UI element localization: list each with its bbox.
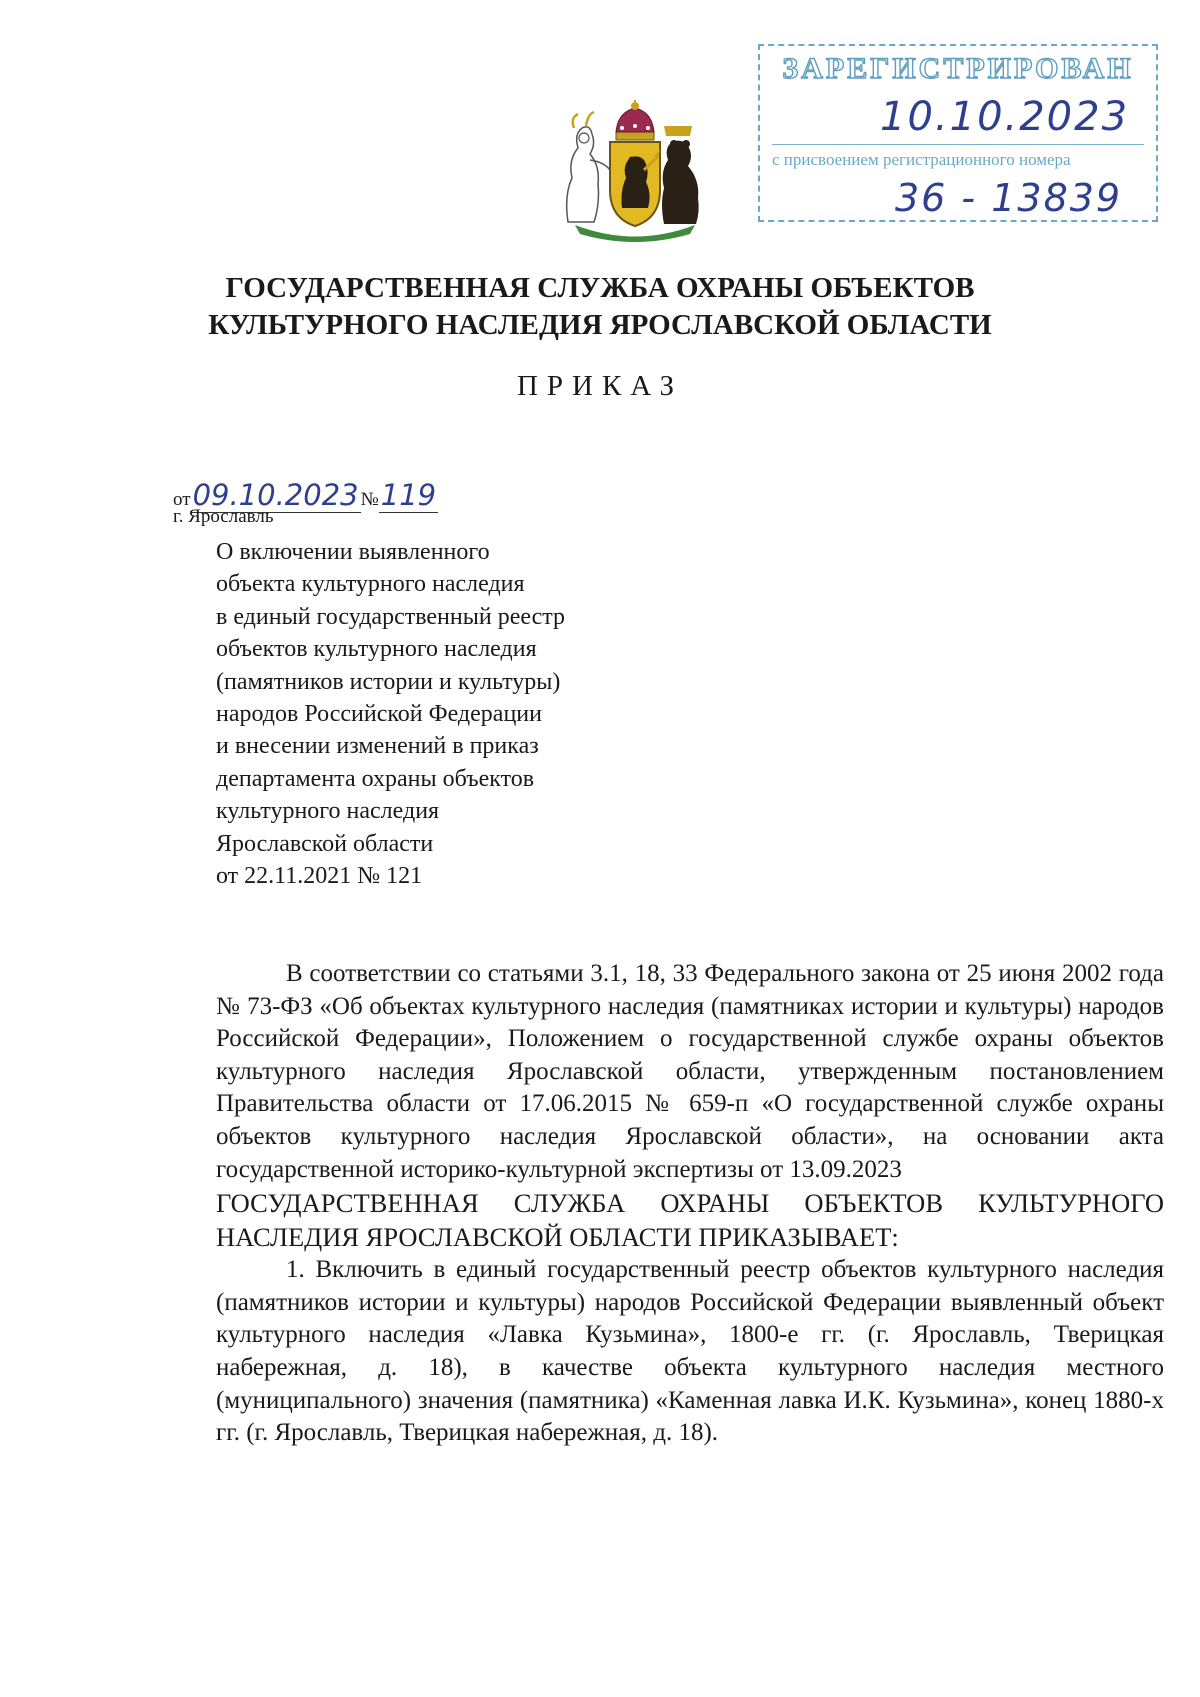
decree-statement: [216, 1186, 1164, 1254]
order-city: г. Ярославль: [173, 506, 274, 527]
organization-title-line-2: КУЛЬТУРНОГО НАСЛЕДИЯ ЯРОСЛАВСКОЙ ОБЛАСТИ: [208, 309, 992, 341]
preamble-paragraph: В соответствии со статьями 3.1, 18, 33 Федерального закона от 25 июня 2002 года № 73-ФЗ «Об объектах культурного наследия (памятниках истории и культуры) народов Российской Федерации», Положением о государственной службе охраны объектов культурного наследия Ярославской области, утвержденным постановлением Правительства области от 17.06.2015 № 659-п «О государственной службе охраны объектов культурного наследия Ярославской области», на основании акта государственной историко-культурной экспертизы от 13.09.2023: [216, 960, 1164, 1183]
subject-line: департамента охраны объектов: [216, 765, 535, 792]
order-body: [216, 958, 1164, 1450]
stamp-divider: [772, 144, 1144, 145]
yaroslavl-coat-of-arms-icon: [560, 100, 710, 242]
decree-line-1: ГОСУДАРСТВЕННАЯ СЛУЖБА ОХРАНЫ ОБЪЕКТОВ КУЛЬТУРНОГО: [216, 1188, 1164, 1219]
number-label: №: [360, 489, 379, 510]
order-date: 09.10.2023: [192, 478, 359, 512]
subject-line: народов Российской Федерации: [216, 701, 542, 728]
subject-line: Ярославской области: [216, 830, 434, 857]
subject-line: объектов культурного наследия: [216, 636, 537, 663]
organization-title-line-1: ГОСУДАРСТВЕННАЯ СЛУЖБА ОХРАНЫ ОБЪЕКТОВ: [225, 272, 975, 304]
stamp-title: ЗАРЕГИСТРИРОВАН: [782, 52, 1134, 85]
stamp-registration-number: 36 - 13839: [895, 176, 1123, 220]
organization-title: [0, 270, 1200, 344]
subject-line: в единый государственный реестр: [216, 603, 566, 630]
subject-line: объекта культурного наследия: [216, 571, 525, 598]
subject-line: и внесении изменений в приказ: [216, 733, 539, 760]
registration-stamp: [758, 44, 1158, 222]
subject-line: О включении выявленного: [216, 539, 490, 565]
subject-line: (памятников истории и культуры): [216, 668, 561, 695]
order-subject: [216, 536, 736, 892]
item-1-paragraph: 1. Включить в единый государственный реестр объектов культурного наследия (памятников истории и культуры) народов Российской Федерации выявленный объект культурного наследия «Лавка Кузьмина», 1800-е гг. (г. Ярославль, Тверицкая набережная, д. 18), в качестве объекта культурного наследия местного (муниципального) значения (памятника) «Каменная лавка И.К. Кузьмина», конец 1880-х гг. (г. Ярославль, Тверицкая набережная, д. 18).: [216, 1256, 1164, 1447]
document-type: ПРИКАЗ: [516, 370, 684, 402]
subject-line: от 22.11.2021 № 121: [216, 863, 423, 890]
order-number: 119: [380, 478, 437, 512]
decree-line-2: НАСЛЕДИЯ ЯРОСЛАВСКОЙ ОБЛАСТИ ПРИКАЗЫВАЕТ:: [216, 1222, 899, 1253]
stamp-date: 10.10.2023: [880, 94, 1130, 140]
from-label: от: [173, 489, 191, 510]
subject-line: культурного наследия: [216, 798, 440, 825]
stamp-subtitle: с присвоением регистрационного номера: [772, 150, 1071, 169]
